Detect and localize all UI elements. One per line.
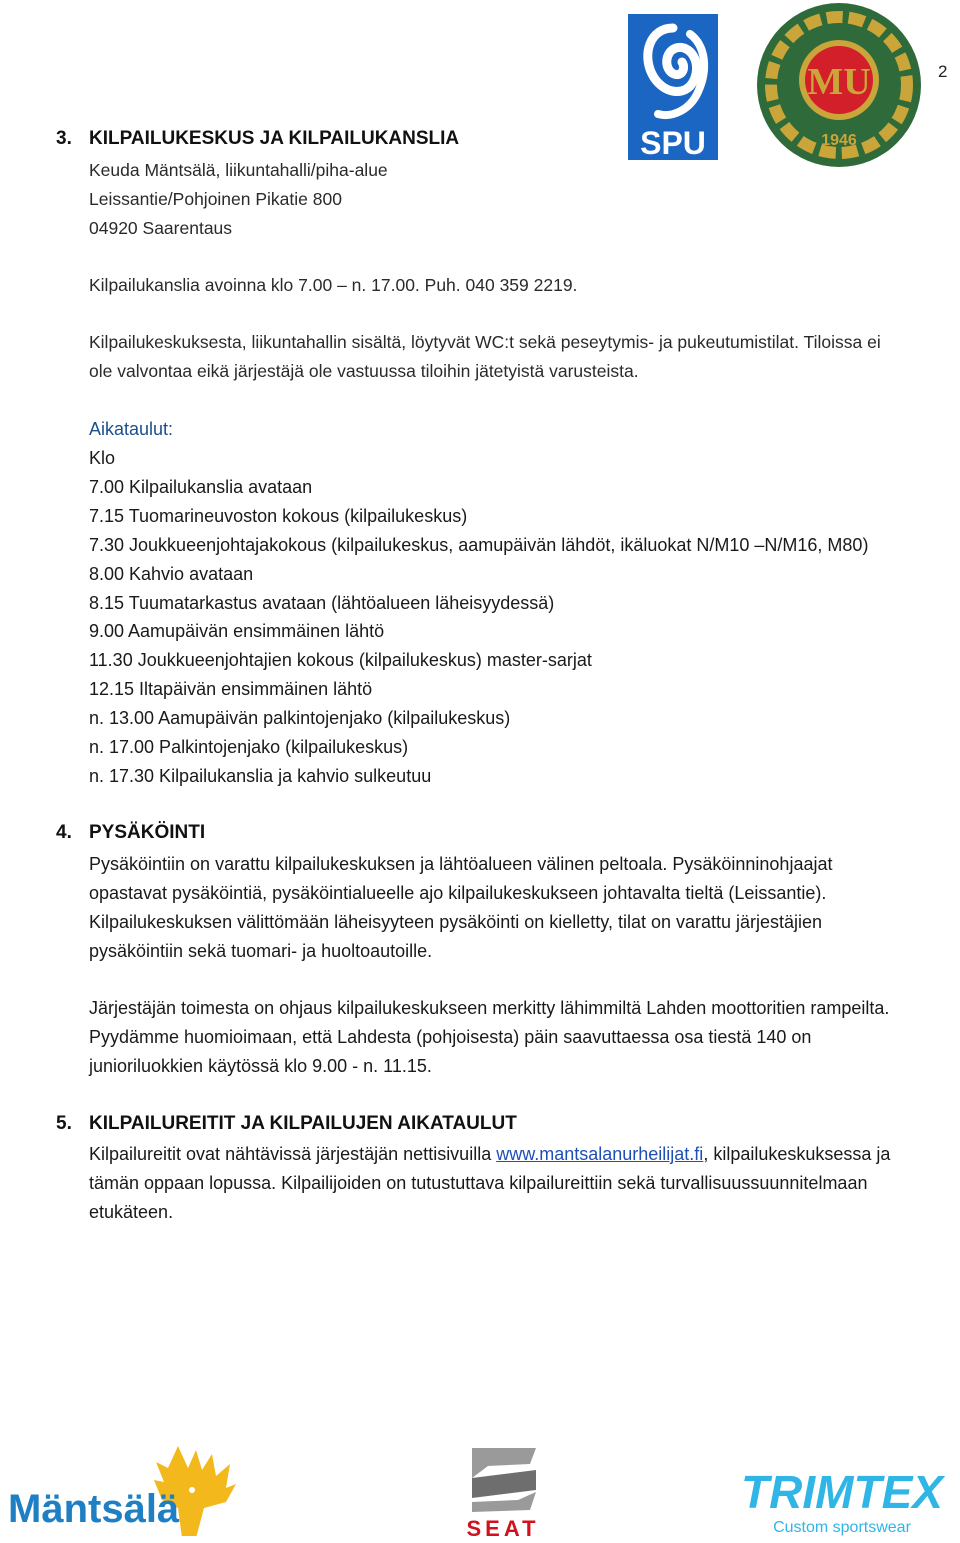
section-4-heading [56, 822, 205, 844]
page-number: 2 [938, 62, 948, 81]
mu-logo [756, 2, 922, 168]
schedule-item: 7.30 Joukkueenjohtajakokous (kilpailukeskus, aamupäivän lähdöt, ikäluokat N/M10 –N/M16, M80) [89, 535, 869, 555]
section-5-heading [56, 1113, 517, 1135]
seat-logo-text: SEAT [466, 1516, 540, 1538]
section-5-title: KILPAILUREITIT JA KILPAILUJEN AIKATAULUT [89, 1113, 517, 1134]
section-3-number: 3. [56, 128, 72, 149]
facilities-text: Kilpailukeskuksesta, liikuntahallin sisältä, löytyvät WC:t sekä peseytymis- ja pukeutumistilat. Tiloissa ei [89, 332, 881, 352]
section-4-number: 4. [56, 822, 72, 843]
parking-text: opastavat pysäköintiä, pysäköintialueelle ajo kilpailukeskukseen johtavalta tieltä (Leissantie). [89, 883, 827, 903]
spu-logo [628, 14, 718, 160]
trimtex-logo [726, 1462, 958, 1538]
routes-text-end: , kilpailukeskuksessa ja [703, 1144, 891, 1164]
parking-text: Pysäköintiin on varattu kilpailukeskuksen ja lähtöalueen välinen peltoala. Pysäköinninohjaajat [89, 854, 833, 874]
section-3-title: KILPAILUKESKUS JA KILPAILUKANSLIA [89, 128, 460, 149]
schedule-item: 9.00 Aamupäivän ensimmäinen lähtö [89, 621, 385, 641]
address-line: Leissantie/Pohjoinen Pikatie 800 [89, 189, 342, 209]
office-hours-text: Kilpailukanslia avoinna klo 7.00 – n. 17.00. Puh. 040 359 2219. [89, 275, 578, 295]
section-5-number: 5. [56, 1113, 72, 1134]
schedule-item: 12.15 Iltapäivän ensimmäinen lähtö [89, 679, 373, 699]
address-line: Keuda Mäntsälä, liikuntahalli/piha-alue [89, 160, 388, 180]
routes-text-start: Kilpailureitit ovat nähtävissä järjestäjän nettisivuilla [89, 1144, 497, 1164]
section-3-heading [56, 128, 459, 150]
schedule-item: 8.00 Kahvio avataan [89, 564, 254, 584]
schedule-item: n. 13.00 Aamupäivän palkintojenjako (kilpailukeskus) [89, 708, 511, 728]
schedule-item: n. 17.30 Kilpailukanslia ja kahvio sulkeutuu [89, 766, 432, 786]
schedule-item: n. 17.00 Palkintojenjako (kilpailukeskus) [89, 737, 409, 757]
facilities-text: ole valvontaa eikä järjestäjä ole vastuussa tiloihin jätetyistä varusteista. [89, 361, 639, 381]
directions-text: Järjestäjän toimesta on ohjaus kilpailukeskukseen merkitty lähimmiltä Lahden moottoritien rampeilta. [89, 998, 890, 1018]
directions-text: Pyydämme huomioimaan, että Lahdesta (pohjoisesta) päin saavuttaessa osa tiestä 140 on [89, 1027, 812, 1047]
trimtex-logo-text: TRIMTEX [741, 1466, 943, 1518]
section-4-title: PYSÄKÖINTI [89, 822, 206, 843]
mantsala-logo-text: Mäntsälä [8, 1487, 180, 1531]
directions-text: junioriluokkien käytössä klo 9.00 - n. 11.15. [89, 1056, 432, 1076]
schedule-label: Aikataulut: [89, 419, 174, 439]
mu-logo-text: MU [807, 61, 871, 103]
address-line: 04920 Saarentaus [89, 218, 233, 238]
mantsala-logo [8, 1436, 268, 1536]
schedule-item: Klo [89, 448, 116, 468]
schedule-item: 7.00 Kilpailukanslia avataan [89, 477, 313, 497]
schedule-item: 7.15 Tuomarineuvoston kokous (kilpailukeskus) [89, 506, 468, 526]
trimtex-tagline: Custom sportswear [773, 1519, 911, 1536]
routes-text: etukäteen. [89, 1202, 174, 1222]
seat-logo [444, 1444, 562, 1538]
routes-text [89, 1143, 890, 1165]
spu-logo-text: SPU [640, 125, 706, 160]
parking-text: Kilpailukeskuksen välittömään läheisyyteen pysäköinti on kielletty, tilat on varattu järjestäjien [89, 912, 823, 932]
mu-logo-year: 1946 [821, 132, 857, 149]
routes-text: tämän oppaan lopussa. Kilpailijoiden on tutustuttava kilpailureittiin sekä turvallisuussuunnitelmaan [89, 1173, 868, 1193]
schedule-item: 8.15 Tuumatarkastus avataan (lähtöalueen läheisyydessä) [89, 593, 555, 613]
parking-text: pysäköintiin sekä tuomari- ja huoltoautoille. [89, 941, 433, 961]
schedule-item: 11.30 Joukkueenjohtajien kokous (kilpailukeskus) master-sarjat [89, 650, 592, 670]
organizer-website-link[interactable]: www.mantsalanurheilijat.fi [496, 1144, 704, 1164]
